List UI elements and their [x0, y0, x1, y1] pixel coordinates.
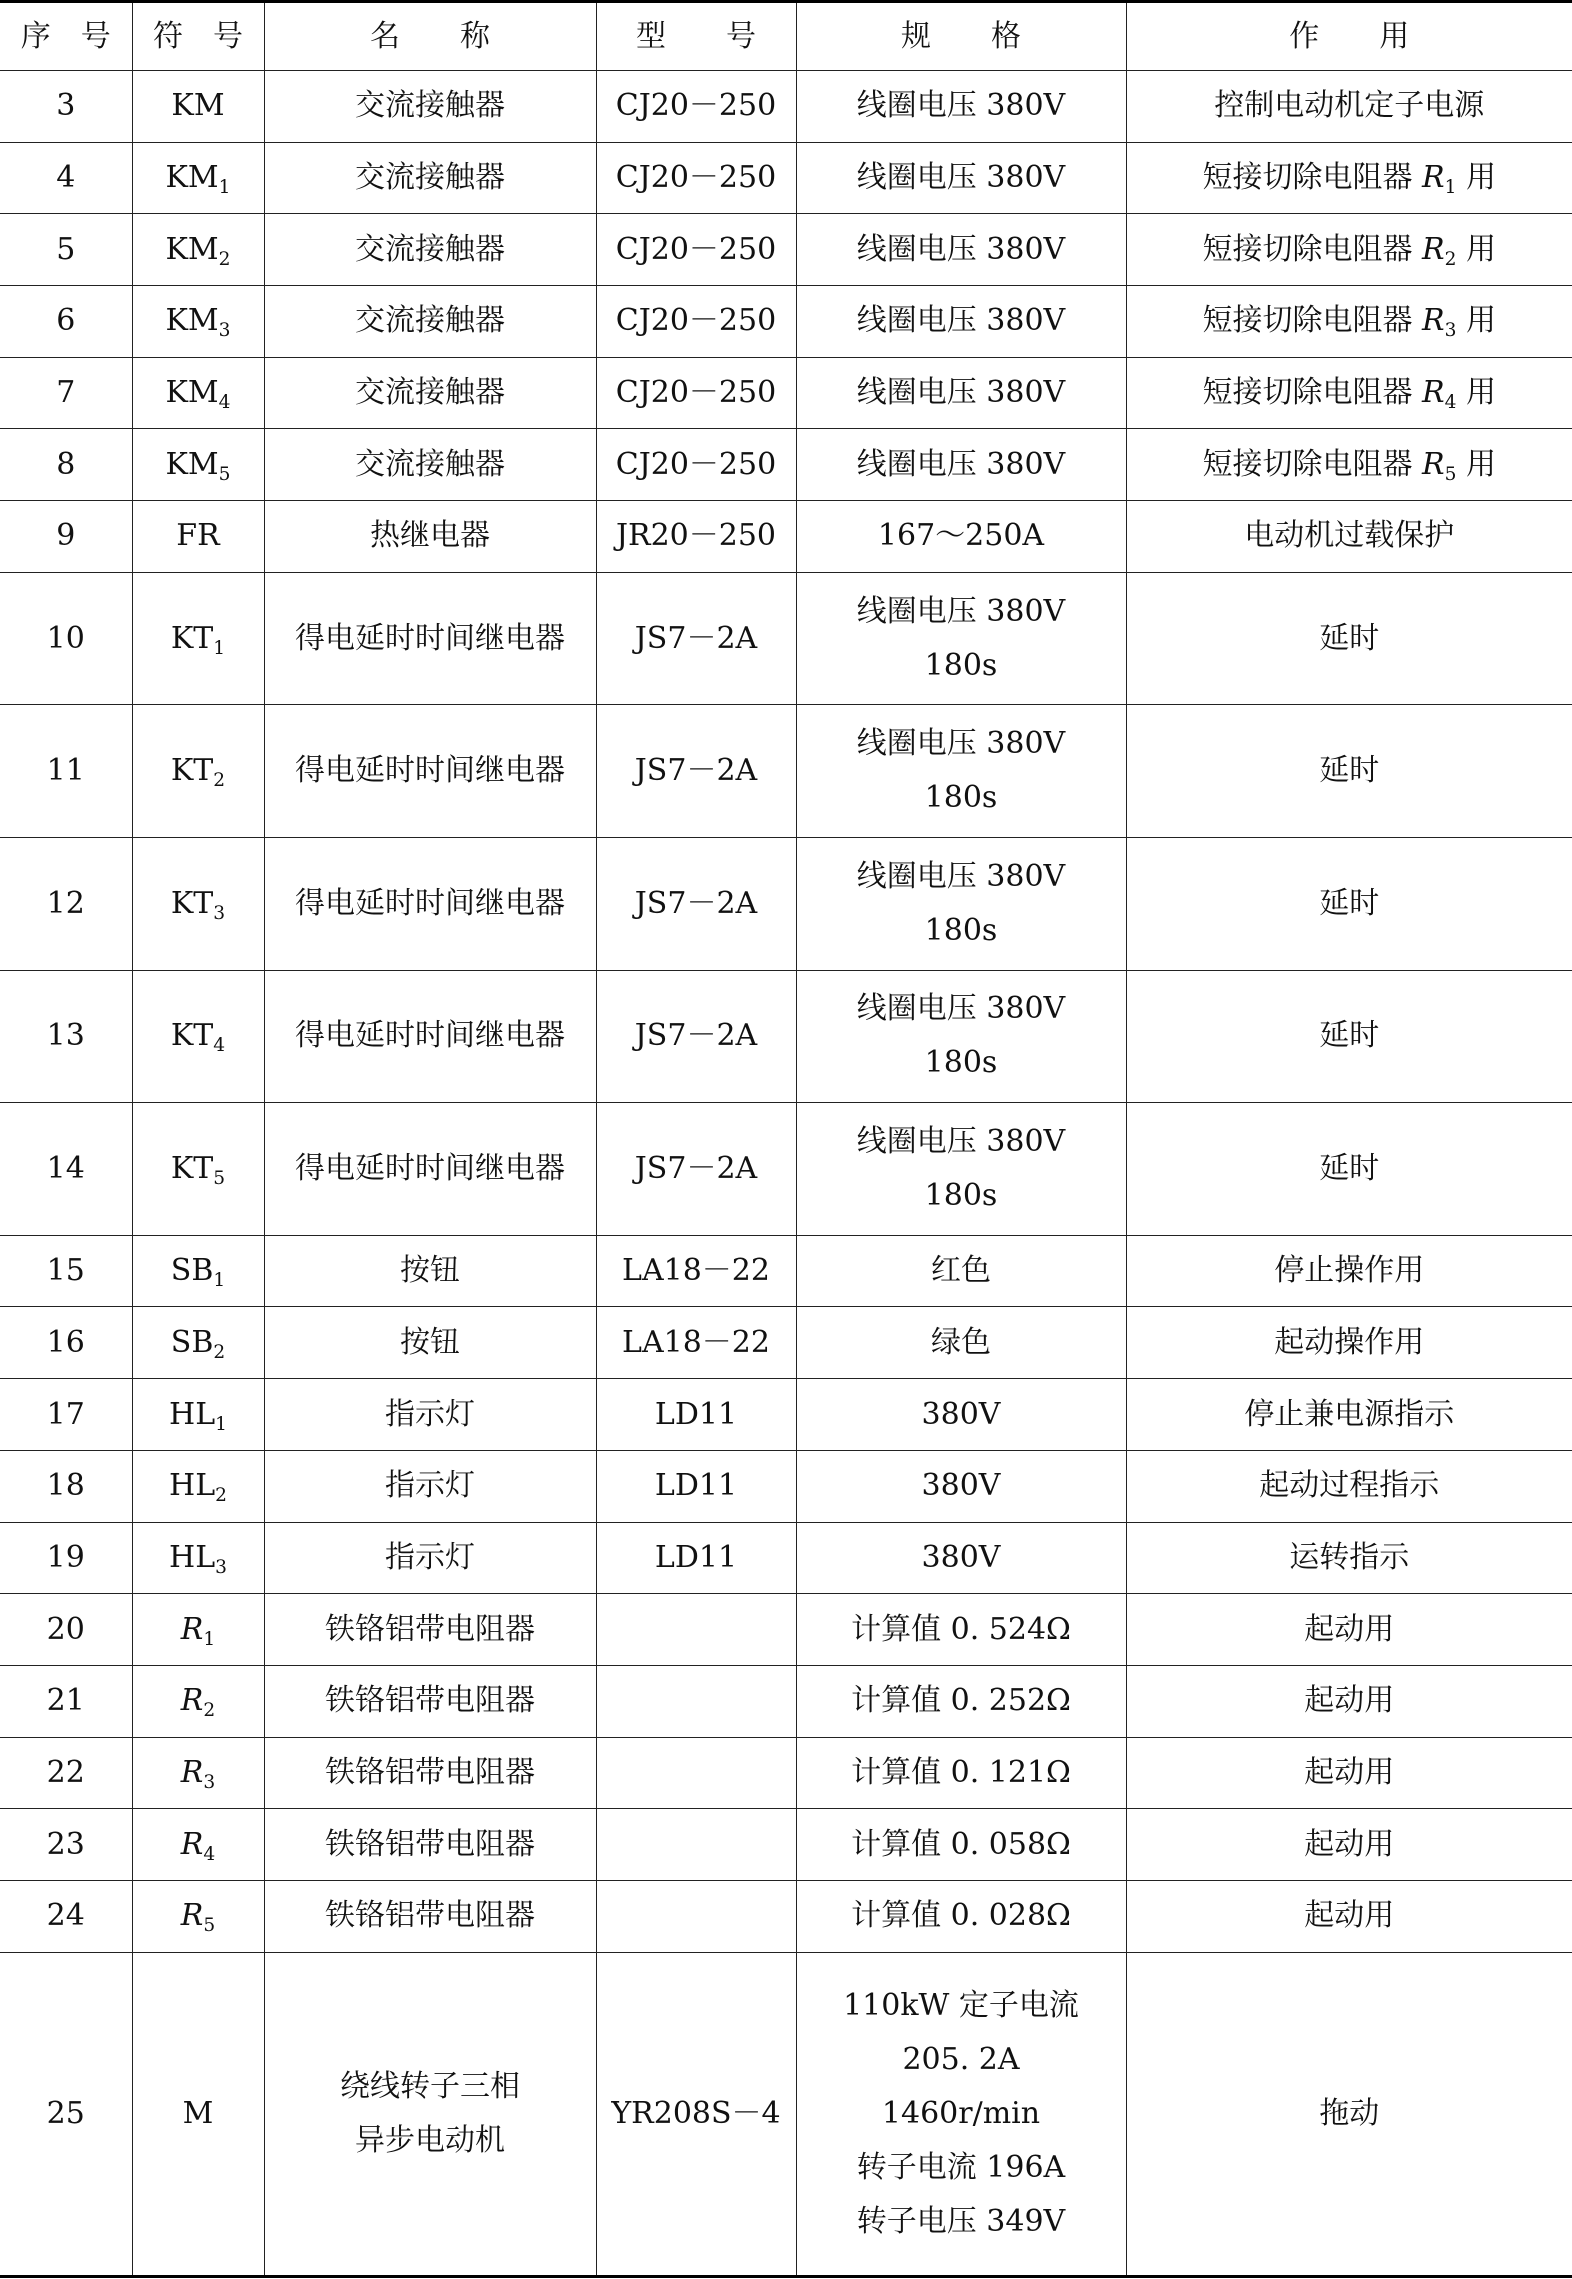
function-text: 短接切除电阻器 [1202, 160, 1423, 196]
function-cell: 停止兼电源指示 [1126, 1379, 1572, 1451]
function-variable: R [1422, 303, 1445, 339]
symbol-cell [132, 1737, 264, 1809]
symbol-subscript: 5 [218, 463, 231, 485]
spec-cell: 计算值 0. 028Ω [796, 1880, 1126, 1952]
symbol-subscript: 4 [218, 392, 231, 414]
function-variable: R [1422, 446, 1445, 482]
model-cell: CJ20－250 [596, 71, 796, 143]
symbol-text: KT [170, 1150, 214, 1186]
symbol-subscript: 1 [215, 1413, 227, 1435]
model-cell: CJ20－250 [596, 214, 796, 286]
symbol-subscript: 1 [213, 637, 226, 659]
model-cell: LA18－22 [596, 1235, 796, 1307]
function-suffix: 用 [1456, 375, 1497, 411]
model-cell: LD11 [596, 1450, 796, 1522]
table-row [0, 1880, 1572, 1952]
name-cell: 指示灯 [264, 1450, 596, 1522]
symbol-cell [132, 1809, 264, 1881]
model-cell: JS7－2A [596, 970, 796, 1103]
symbol-text: KM [171, 88, 225, 124]
function-cell: 控制电动机定子电源 [1126, 71, 1572, 143]
spec-cell: 线圈电压 380V [796, 71, 1126, 143]
seq-cell: 3 [0, 71, 132, 143]
model-cell [596, 1880, 796, 1952]
symbol-subscript: 1 [213, 1270, 226, 1292]
symbol-cell [132, 214, 264, 286]
table-row [0, 1594, 1572, 1666]
seq-cell: 24 [0, 1880, 132, 1952]
model-cell: LA18－22 [596, 1307, 796, 1379]
seq-cell: 21 [0, 1665, 132, 1737]
seq-cell: 15 [0, 1235, 132, 1307]
function-cell: 延时 [1126, 1103, 1572, 1236]
table-row [0, 1379, 1572, 1451]
function-cell: 延时 [1126, 705, 1572, 838]
symbol-cell [132, 142, 264, 214]
seq-cell: 23 [0, 1809, 132, 1881]
spec-line: 转子电压 349V [856, 2203, 1066, 2239]
spec-line: 180s [924, 780, 998, 816]
spec-line: 线圈电压 380V [856, 726, 1066, 762]
function-cell: 起动用 [1126, 1665, 1572, 1737]
model-cell: JS7－2A [596, 1103, 796, 1236]
table-row [0, 705, 1572, 838]
seq-cell: 22 [0, 1737, 132, 1809]
symbol-subscript: 3 [215, 1556, 227, 1578]
spec-line: 1460r/min [881, 2095, 1041, 2131]
function-variable: R [1422, 231, 1445, 267]
header-function: 作 用 [1126, 2, 1572, 71]
symbol-cell [132, 357, 264, 429]
function-variable: R [1422, 160, 1445, 196]
symbol-text: SB [170, 1324, 214, 1360]
table-row [0, 501, 1572, 573]
function-cell [1126, 429, 1572, 501]
function-cell: 拖动 [1126, 1952, 1572, 2276]
table-row [0, 970, 1572, 1103]
spec-cell [796, 1952, 1126, 2276]
seq-cell: 4 [0, 142, 132, 214]
table-row [0, 1235, 1572, 1307]
symbol-text: KT [170, 885, 214, 921]
model-cell [596, 1809, 796, 1881]
seq-cell: 14 [0, 1103, 132, 1236]
symbol-subscript: 2 [218, 248, 231, 270]
function-cell: 起动用 [1126, 1880, 1572, 1952]
name-cell: 热继电器 [264, 501, 596, 573]
seq-cell: 12 [0, 838, 132, 971]
spec-cell: 红色 [796, 1235, 1126, 1307]
spec-cell [796, 572, 1126, 705]
function-subscript: 1 [1444, 176, 1457, 198]
model-cell [596, 1665, 796, 1737]
spec-line: 转子电流 196A [856, 2149, 1066, 2185]
symbol-text: HL [169, 1396, 216, 1432]
symbol-subscript: 2 [203, 1700, 216, 1722]
spec-cell: 计算值 0. 524Ω [796, 1594, 1126, 1666]
spec-cell: 线圈电压 380V [796, 286, 1126, 358]
symbol-text: KM [165, 231, 219, 267]
function-cell: 起动用 [1126, 1737, 1572, 1809]
spec-cell: 绿色 [796, 1307, 1126, 1379]
model-cell: LD11 [596, 1379, 796, 1451]
model-cell: JS7－2A [596, 838, 796, 971]
symbol-cell [132, 1665, 264, 1737]
function-text: 短接切除电阻器 [1202, 446, 1423, 482]
function-subscript: 4 [1444, 392, 1457, 414]
symbol-text: FR [176, 518, 220, 554]
symbol-subscript: 3 [213, 902, 226, 924]
spec-cell: 线圈电压 380V [796, 429, 1126, 501]
header-row [0, 2, 1572, 71]
function-cell [1126, 286, 1572, 358]
table-row [0, 838, 1572, 971]
symbol-subscript: 2 [213, 770, 226, 792]
function-cell [1126, 357, 1572, 429]
seq-cell: 5 [0, 214, 132, 286]
model-cell: CJ20－250 [596, 142, 796, 214]
name-cell: 按钮 [264, 1307, 596, 1379]
symbol-text: HL [169, 1468, 216, 1504]
spec-cell [796, 970, 1126, 1103]
name-cell: 交流接触器 [264, 214, 596, 286]
symbol-text: R [180, 1754, 204, 1790]
spec-line: 205. 2A [902, 2041, 1020, 2077]
function-variable: R [1422, 375, 1445, 411]
spec-cell: 线圈电压 380V [796, 214, 1126, 286]
name-cell: 交流接触器 [264, 429, 596, 501]
symbol-text: KT [170, 1018, 214, 1054]
spec-cell: 线圈电压 380V [796, 142, 1126, 214]
symbol-cell [132, 1522, 264, 1594]
table-row [0, 214, 1572, 286]
model-cell: CJ20－250 [596, 286, 796, 358]
spec-line: 180s [924, 647, 998, 683]
seq-cell: 20 [0, 1594, 132, 1666]
name-cell: 铁铬铝带电阻器 [264, 1809, 596, 1881]
spec-line: 线圈电压 380V [856, 593, 1066, 629]
model-cell: LD11 [596, 1522, 796, 1594]
symbol-cell [132, 71, 264, 143]
table-row [0, 1450, 1572, 1522]
seq-cell: 19 [0, 1522, 132, 1594]
function-cell: 延时 [1126, 572, 1572, 705]
symbol-cell [132, 1450, 264, 1522]
symbol-cell [132, 429, 264, 501]
spec-line: 180s [924, 912, 998, 948]
symbol-cell [132, 705, 264, 838]
name-cell: 铁铬铝带电阻器 [264, 1737, 596, 1809]
symbol-cell [132, 1880, 264, 1952]
symbol-cell [132, 1379, 264, 1451]
symbol-text: KM [165, 160, 219, 196]
function-cell: 起动操作用 [1126, 1307, 1572, 1379]
seq-cell: 8 [0, 429, 132, 501]
function-suffix: 用 [1456, 231, 1497, 267]
header-model: 型 号 [596, 2, 796, 71]
model-cell: YR208S－4 [596, 1952, 796, 2276]
table-row [0, 286, 1572, 358]
function-cell [1126, 142, 1572, 214]
spec-line: 110kW 定子电流 [843, 1987, 1079, 2023]
symbol-cell [132, 1103, 264, 1236]
function-cell: 延时 [1126, 970, 1572, 1103]
symbol-subscript: 3 [203, 1771, 216, 1793]
name-cell: 交流接触器 [264, 142, 596, 214]
spec-cell: 计算值 0. 058Ω [796, 1809, 1126, 1881]
seq-cell: 25 [0, 1952, 132, 2276]
function-text: 短接切除电阻器 [1202, 231, 1423, 267]
spec-cell: 线圈电压 380V [796, 357, 1126, 429]
symbol-subscript: 2 [215, 1485, 227, 1507]
symbol-subscript: 2 [213, 1341, 226, 1363]
seq-cell: 7 [0, 357, 132, 429]
model-cell: JS7－2A [596, 572, 796, 705]
symbol-cell [132, 1307, 264, 1379]
symbol-cell [132, 1952, 264, 2276]
name-cell: 铁铬铝带电阻器 [264, 1880, 596, 1952]
spec-line: 180s [924, 1177, 998, 1213]
name-cell: 按钮 [264, 1235, 596, 1307]
name-cell: 交流接触器 [264, 357, 596, 429]
function-cell: 电动机过载保护 [1126, 501, 1572, 573]
header-seq: 序 号 [0, 2, 132, 71]
header-spec: 规 格 [796, 2, 1126, 71]
seq-cell: 9 [0, 501, 132, 573]
symbol-text: KM [165, 375, 219, 411]
symbol-cell [132, 838, 264, 971]
symbol-subscript: 4 [203, 1843, 216, 1865]
name-cell: 指示灯 [264, 1522, 596, 1594]
symbol-cell [132, 1235, 264, 1307]
name-line: 绕线转子三相 [340, 2068, 520, 2104]
function-cell: 运转指示 [1126, 1522, 1572, 1594]
spec-cell [796, 838, 1126, 971]
model-cell: JS7－2A [596, 705, 796, 838]
symbol-cell [132, 970, 264, 1103]
model-cell [596, 1594, 796, 1666]
symbol-subscript: 4 [213, 1035, 226, 1057]
function-cell: 停止操作用 [1126, 1235, 1572, 1307]
name-cell: 指示灯 [264, 1379, 596, 1451]
table-row [0, 1737, 1572, 1809]
name-cell: 得电延时时间继电器 [264, 970, 596, 1103]
header-name: 名 称 [264, 2, 596, 71]
function-suffix: 用 [1456, 303, 1497, 339]
spec-cell: 计算值 0. 121Ω [796, 1737, 1126, 1809]
spec-line: 180s [924, 1045, 998, 1081]
symbol-subscript: 5 [213, 1167, 226, 1189]
model-cell: CJ20－250 [596, 357, 796, 429]
symbol-text: KT [170, 620, 214, 656]
spec-cell: 167～250A [796, 501, 1126, 573]
function-subscript: 2 [1444, 248, 1457, 270]
spec-cell: 380V [796, 1522, 1126, 1594]
symbol-cell [132, 501, 264, 573]
symbol-cell [132, 1594, 264, 1666]
name-cell: 铁铬铝带电阻器 [264, 1594, 596, 1666]
table-row [0, 572, 1572, 705]
symbol-subscript: 1 [218, 176, 231, 198]
name-cell: 交流接触器 [264, 71, 596, 143]
spec-cell [796, 705, 1126, 838]
name-cell: 得电延时时间继电器 [264, 1103, 596, 1236]
spec-cell: 380V [796, 1450, 1126, 1522]
function-cell: 起动过程指示 [1126, 1450, 1572, 1522]
table-row [0, 142, 1572, 214]
symbol-cell [132, 286, 264, 358]
symbol-text: R [180, 1611, 204, 1647]
function-suffix: 用 [1456, 446, 1497, 482]
seq-cell: 6 [0, 286, 132, 358]
name-cell: 铁铬铝带电阻器 [264, 1665, 596, 1737]
spec-line: 线圈电压 380V [856, 991, 1066, 1027]
name-cell: 得电延时时间继电器 [264, 838, 596, 971]
seq-cell: 11 [0, 705, 132, 838]
table-row [0, 71, 1572, 143]
spec-line: 线圈电压 380V [856, 858, 1066, 894]
spec-cell: 380V [796, 1379, 1126, 1451]
function-cell [1126, 214, 1572, 286]
seq-cell: 16 [0, 1307, 132, 1379]
table-row [0, 1809, 1572, 1881]
name-cell: 得电延时时间继电器 [264, 572, 596, 705]
table-row [0, 1952, 1572, 2276]
symbol-text: SB [170, 1253, 214, 1289]
table-row [0, 429, 1572, 501]
name-line: 异步电动机 [355, 2122, 505, 2158]
symbol-text: R [180, 1683, 204, 1719]
symbol-text: R [180, 1898, 204, 1934]
spec-line: 线圈电压 380V [856, 1123, 1066, 1159]
name-cell: 得电延时时间继电器 [264, 705, 596, 838]
seq-cell: 10 [0, 572, 132, 705]
function-cell: 起动用 [1126, 1594, 1572, 1666]
function-text: 短接切除电阻器 [1202, 375, 1423, 411]
function-cell: 起动用 [1126, 1809, 1572, 1881]
seq-cell: 13 [0, 970, 132, 1103]
table-row [0, 1665, 1572, 1737]
symbol-subscript: 5 [203, 1915, 216, 1937]
symbol-subscript: 3 [218, 320, 231, 342]
function-subscript: 3 [1444, 320, 1457, 342]
table-row [0, 357, 1572, 429]
symbol-text: KM [165, 303, 219, 339]
name-cell [264, 1952, 596, 2276]
model-cell: JR20－250 [596, 501, 796, 573]
table-body [0, 71, 1572, 2277]
function-cell: 延时 [1126, 838, 1572, 971]
function-text: 短接切除电阻器 [1202, 303, 1423, 339]
seq-cell: 18 [0, 1450, 132, 1522]
symbol-text: HL [169, 1539, 216, 1575]
function-suffix: 用 [1456, 160, 1497, 196]
symbol-text: R [180, 1826, 204, 1862]
header-symbol: 符 号 [132, 2, 264, 71]
model-cell [596, 1737, 796, 1809]
table-row [0, 1522, 1572, 1594]
spec-cell [796, 1103, 1126, 1236]
symbol-text: KT [170, 753, 214, 789]
spec-cell: 计算值 0. 252Ω [796, 1665, 1126, 1737]
symbol-text: M [182, 2095, 214, 2131]
model-cell: CJ20－250 [596, 429, 796, 501]
table-row [0, 1307, 1572, 1379]
seq-cell: 17 [0, 1379, 132, 1451]
symbol-text: KM [165, 446, 219, 482]
symbol-subscript: 1 [203, 1628, 216, 1650]
name-cell: 交流接触器 [264, 286, 596, 358]
function-subscript: 5 [1444, 463, 1457, 485]
table-row [0, 1103, 1572, 1236]
symbol-cell [132, 572, 264, 705]
